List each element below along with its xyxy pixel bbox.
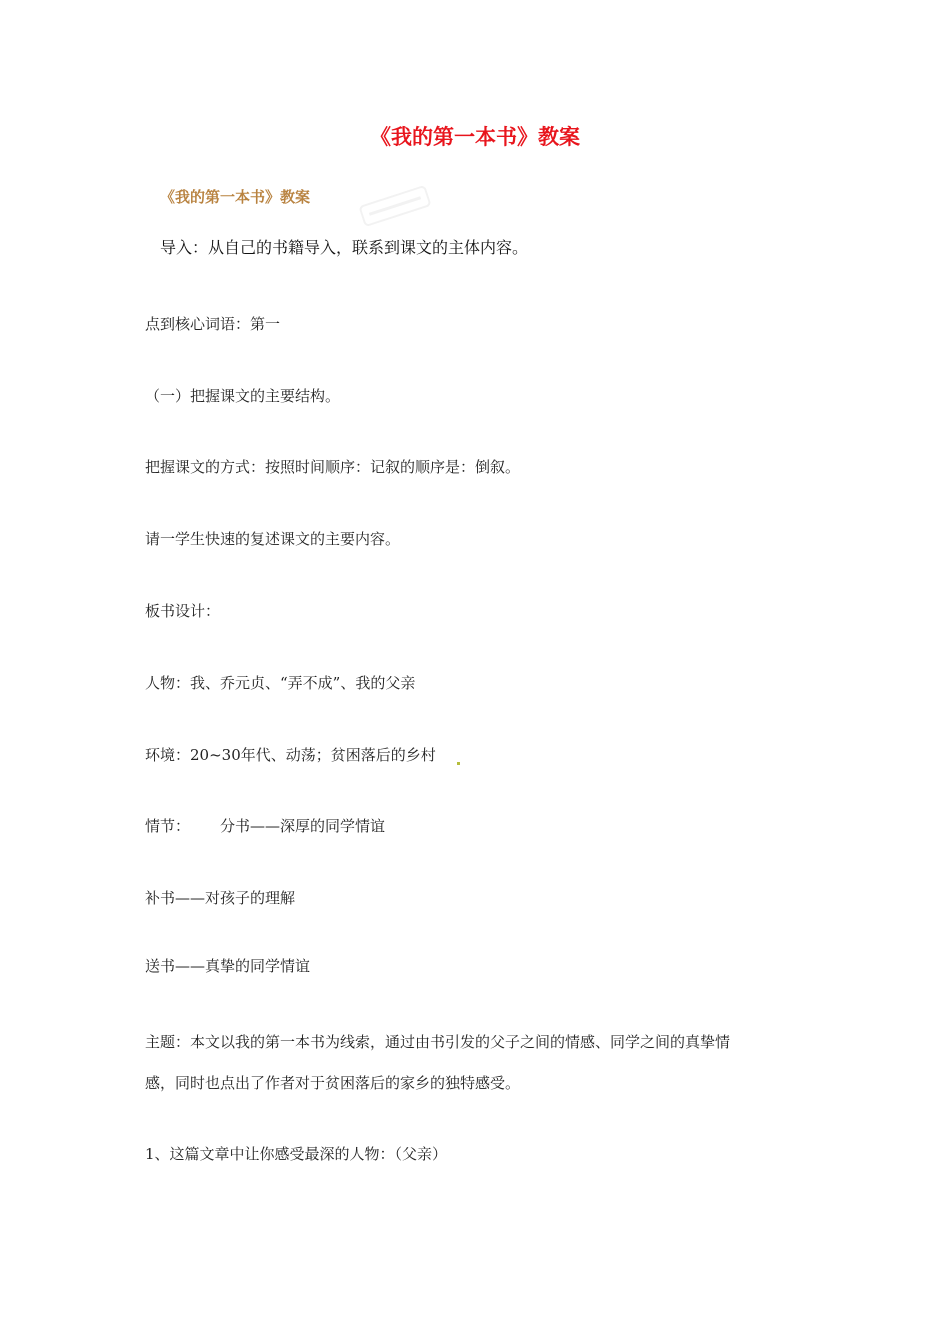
board-design-heading: 板书设计： <box>145 602 221 620</box>
theme-line-1: 主题：本文以我的第一本书为线索，通过由书引发的父子之间的情感、同学之间的真挚情 <box>145 1033 731 1051</box>
retell-line: 请一学生快速的复述课文的主要内容。 <box>145 530 401 548</box>
characters-line: 人物：我、乔元贞、“弄不成”、我的父亲 <box>145 674 416 692</box>
environment-line <box>145 744 461 765</box>
plot-item-2-line: 补书——对孩子的理解 <box>145 889 296 907</box>
image-subtitle: 《我的第一本书》教案 <box>160 188 311 206</box>
document-title: 《我的第一本书》教案 <box>370 125 580 149</box>
plot-line <box>145 815 385 836</box>
watermark-icon <box>358 185 431 228</box>
question-1-line: 1、这篇文章中让你感受最深的人物：（父亲） <box>145 1145 448 1163</box>
image-intro-text: 导入：从自己的书籍导入，联系到课文的主体内容。 <box>160 238 529 257</box>
plot-item-3-line: 送书——真挚的同学情谊 <box>145 957 311 975</box>
theme-line-2: 感，同时也点出了作者对于贫困落后的家乡的独特感受。 <box>145 1074 521 1092</box>
plot-item-1: 分书——深厚的同学情谊 <box>220 817 386 835</box>
core-word-line: 点到核心词语：第一 <box>145 315 281 333</box>
marker-dot <box>457 762 460 765</box>
environment-text: 环境：20~30年代、动荡；贫困落后的乡村 <box>145 746 436 764</box>
section-one-heading: （一）把握课文的主要结构。 <box>145 387 341 405</box>
plot-label: 情节： <box>145 817 191 835</box>
method-line: 把握课文的方式：按照时间顺序：记叙的顺序是：倒叙。 <box>145 458 521 476</box>
